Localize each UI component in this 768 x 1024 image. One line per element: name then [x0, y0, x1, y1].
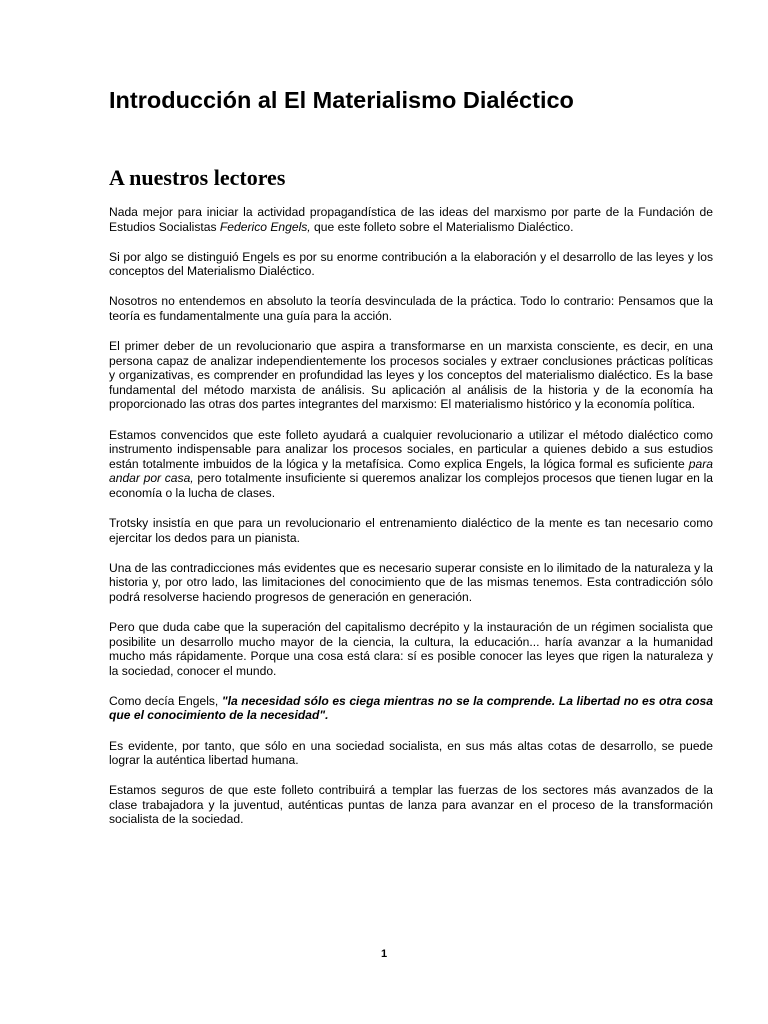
paragraph-7: Una de las contradicciones más evidentes que es necesario superar consiste en lo ilimitado de la naturaleza y la historia y, por otro lado, las limitaciones del conocimiento que de las mismas tenemos. Esta contradicción sólo podrá resolverse haciendo progresos de generación en generación.: [109, 560, 713, 604]
paragraph-8: Pero que duda cabe que la superación del capitalismo decrépito y la instauración de un régimen socialista que posibilite un desarrollo mucho mayor de la ciencia, la cultura, la educación... haría avanzar a la humanidad mucho más rápidamente. Porque una cosa está clara: sí es posible conocer las leyes que rigen la naturaleza y la sociedad, conocer el mundo.: [109, 619, 713, 678]
paragraph-10: Es evidente, por tanto, que sólo en una sociedad socialista, en sus más altas cotas de desarrollo, se puede lograr la auténtica libertad humana.: [109, 738, 713, 768]
paragraph-2: Si por algo se distinguió Engels es por su enorme contribución a la elaboración y el desarrollo de las leyes y los conceptos del Materialismo Dialéctico.: [109, 249, 713, 279]
paragraph-4: El primer deber de un revolucionario que aspira a transformarse en un marxista consciente, es decir, en una persona capaz de analizar independientemente los procesos sociales y extraer conclusiones prácticas políticas y organizativas, es comprender en profundidad las leyes y los conceptos del materialismo dialéctico. Es la base fundamental del método marxista de análisis. Su aplicación al análisis de la historia y de la economía ha proporcionado las otras dos partes integrantes del marxismo: El materialismo histórico y la economía política.: [109, 339, 713, 412]
emphasis: para andar por casa,: [109, 456, 713, 486]
paragraph-9: Como decía Engels, "la necesidad sólo es ciega mientras no se la comprende. La libertad no es otra cosa que el conocimiento de la necesidad".: [109, 693, 713, 723]
emphasis: Federico Engels,: [219, 219, 311, 234]
paragraph-11: Estamos seguros de que este folleto contribuirá a templar las fuerzas de los sectores más avanzados de la clase trabajadora y la juventud, auténticas puntas de lanza para avanzar en el proceso de la transformación socialista de la sociedad.: [109, 783, 713, 827]
paragraph-1: Nada mejor para iniciar la actividad propagandística de las ideas del marxismo por parte de la Fundación de Estudios Socialistas Federico Engels, que este folleto sobre el Materialismo Dialéctico.: [109, 205, 713, 234]
paragraph-3: Nosotros no entendemos en absoluto la teoría desvinculada de la práctica. Todo lo contrario: Pensamos que la teoría es fundamentalmente una guía para la acción.: [109, 294, 713, 323]
page-number: 1: [380, 948, 388, 960]
section-heading: A nuestros lectores: [109, 165, 286, 190]
engels-quote: "la necesidad sólo es ciega mientras no se la comprende. La libertad no es otra cosa que el conocimiento de la necesidad".: [109, 693, 713, 723]
paragraph-5: Estamos convencidos que este folleto ayudará a cualquier revolucionario a utilizar el método dialéctico como instrumento indispensable para analizar los procesos sociales, en particular a quienes debido a sus estudios están totalmente imbuidos de la lógica y la metafísica. Como explica Engels, la lógica formal es suficiente para andar por casa, pero totalmente insuficiente si queremos analizar los complejos procesos que tienen lugar en la economía o la lucha de clases.: [109, 427, 713, 500]
paragraph-6: Trotsky insistía en que para un revolucionario el entrenamiento dialéctico de la mente es tan necesario como ejercitar los dedos para un pianista.: [109, 516, 713, 545]
body-text: [109, 205, 713, 843]
document-title: Introducción al El Materialismo Dialéctico: [109, 87, 574, 113]
